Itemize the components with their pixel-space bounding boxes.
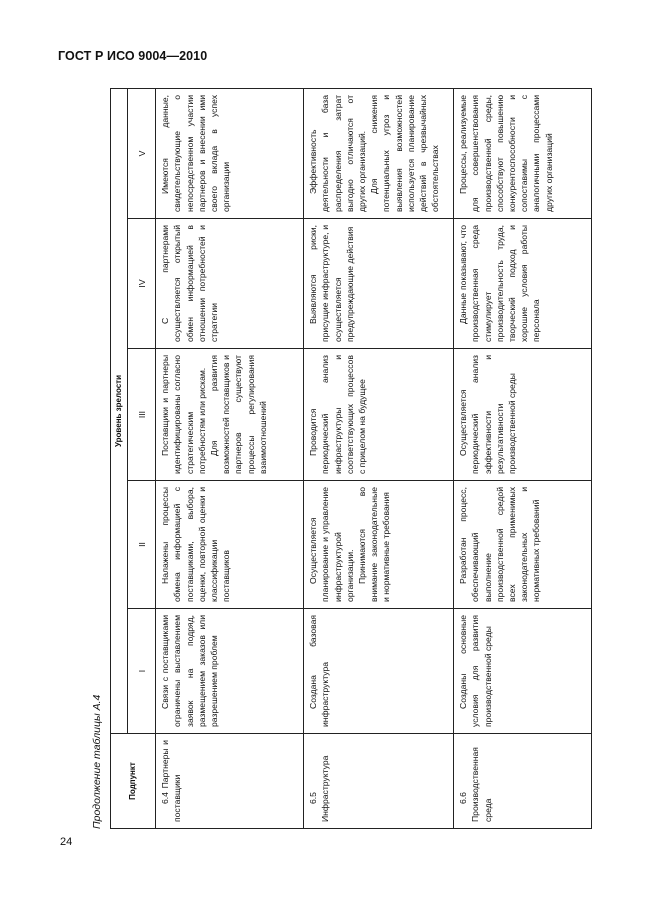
level-4-cell: С партнерами осуществляется открытый обмен информацией в отношении потребностей и стратегии bbox=[156, 219, 304, 349]
level-1-cell: Создана базовая инфраструктура bbox=[304, 609, 454, 734]
table-row bbox=[304, 88, 454, 828]
level-1-cell: Связи с поставщиками ограничены выставлением заявок на подряд, размещением заказов или разрешением проблем bbox=[156, 609, 304, 734]
level-2-cell: Налажены процессы обмена информацией с поставщиками, выбора, оценки, повторной оценки и классификации поставщиков bbox=[156, 481, 304, 609]
level-5-cell: Процессы, реализуемые для совершенствования производственной среды, способствуют повышению конкурентоспособности и сопоставимы с аналогичными процессами других организаций bbox=[454, 88, 592, 218]
level-4-cell: Данные показывают, что производственная среда стимулирует производительность труда, творческий подход и хорошие условия работы персонала bbox=[454, 219, 592, 349]
maturity-level-header: Уровень зрелости bbox=[111, 88, 128, 733]
level-header-3: III bbox=[128, 349, 156, 481]
level-header-4: IV bbox=[128, 219, 156, 349]
level-5-cell: Имеются данные, свидетельствующие о непосредственном участии партнеров и внесении ими своего вклада в успех организации bbox=[156, 88, 304, 218]
level-header-2: II bbox=[128, 481, 156, 609]
table-row bbox=[454, 88, 592, 828]
table-row bbox=[156, 88, 304, 828]
subclause-cell: 6.5 Инфраструктура bbox=[304, 734, 454, 829]
level-3-cell: Осуществляется периодический анализ эффективности и результативности производственной среды bbox=[454, 349, 592, 481]
level-2-cell: Разработан процесс, обеспечивающий выполнение производственной средой всех применимых законодательных и нормативных требований bbox=[454, 481, 592, 609]
level-3-cell: Проводится периодический анализ инфраструктуры и соответствующих процессов с прицелом на будущее bbox=[304, 349, 454, 481]
maturity-table bbox=[110, 88, 592, 829]
rotated-table-area bbox=[88, 89, 594, 829]
table-continuation-caption: Продолжение таблицы А.4 bbox=[91, 694, 103, 829]
subclause-header: Подпункт bbox=[111, 734, 156, 829]
level-header-1: I bbox=[128, 609, 156, 734]
page-number: 24 bbox=[60, 836, 73, 848]
level-5-cell: Эффективность деятельности и база распределения затрат выгодно отличаются от других организаций. Для снижения потенциальных угроз и выявления возможностей используется планирование действий в чрезвычайных обстоятельствах bbox=[304, 88, 454, 218]
level-1-cell: Созданы основные условия для развития производственной среды bbox=[454, 609, 592, 734]
document-header: ГОСТ Р ИСО 9004—2010 bbox=[58, 49, 208, 63]
subclause-cell: 6.4 Партнеры и поставщики bbox=[156, 734, 304, 829]
subclause-cell: 6.6 Производственная среда bbox=[454, 734, 592, 829]
level-header-5: V bbox=[128, 88, 156, 218]
level-4-cell: Выявляются риски, присущие инфраструктуре, и осуществляется предупреждающие действия bbox=[304, 219, 454, 349]
level-2-cell: Осуществляется планирование и управление инфраструктурой организации. Принимаются во внимание законодательные и нормативные требования bbox=[304, 481, 454, 609]
level-3-cell: Поставщики и партнеры идентифицированы согласно стратегическим потребностям или рискам. Для развития возможностей поставщиков и партнеров существуют процессы регулирования взаимоотношений bbox=[156, 349, 304, 481]
